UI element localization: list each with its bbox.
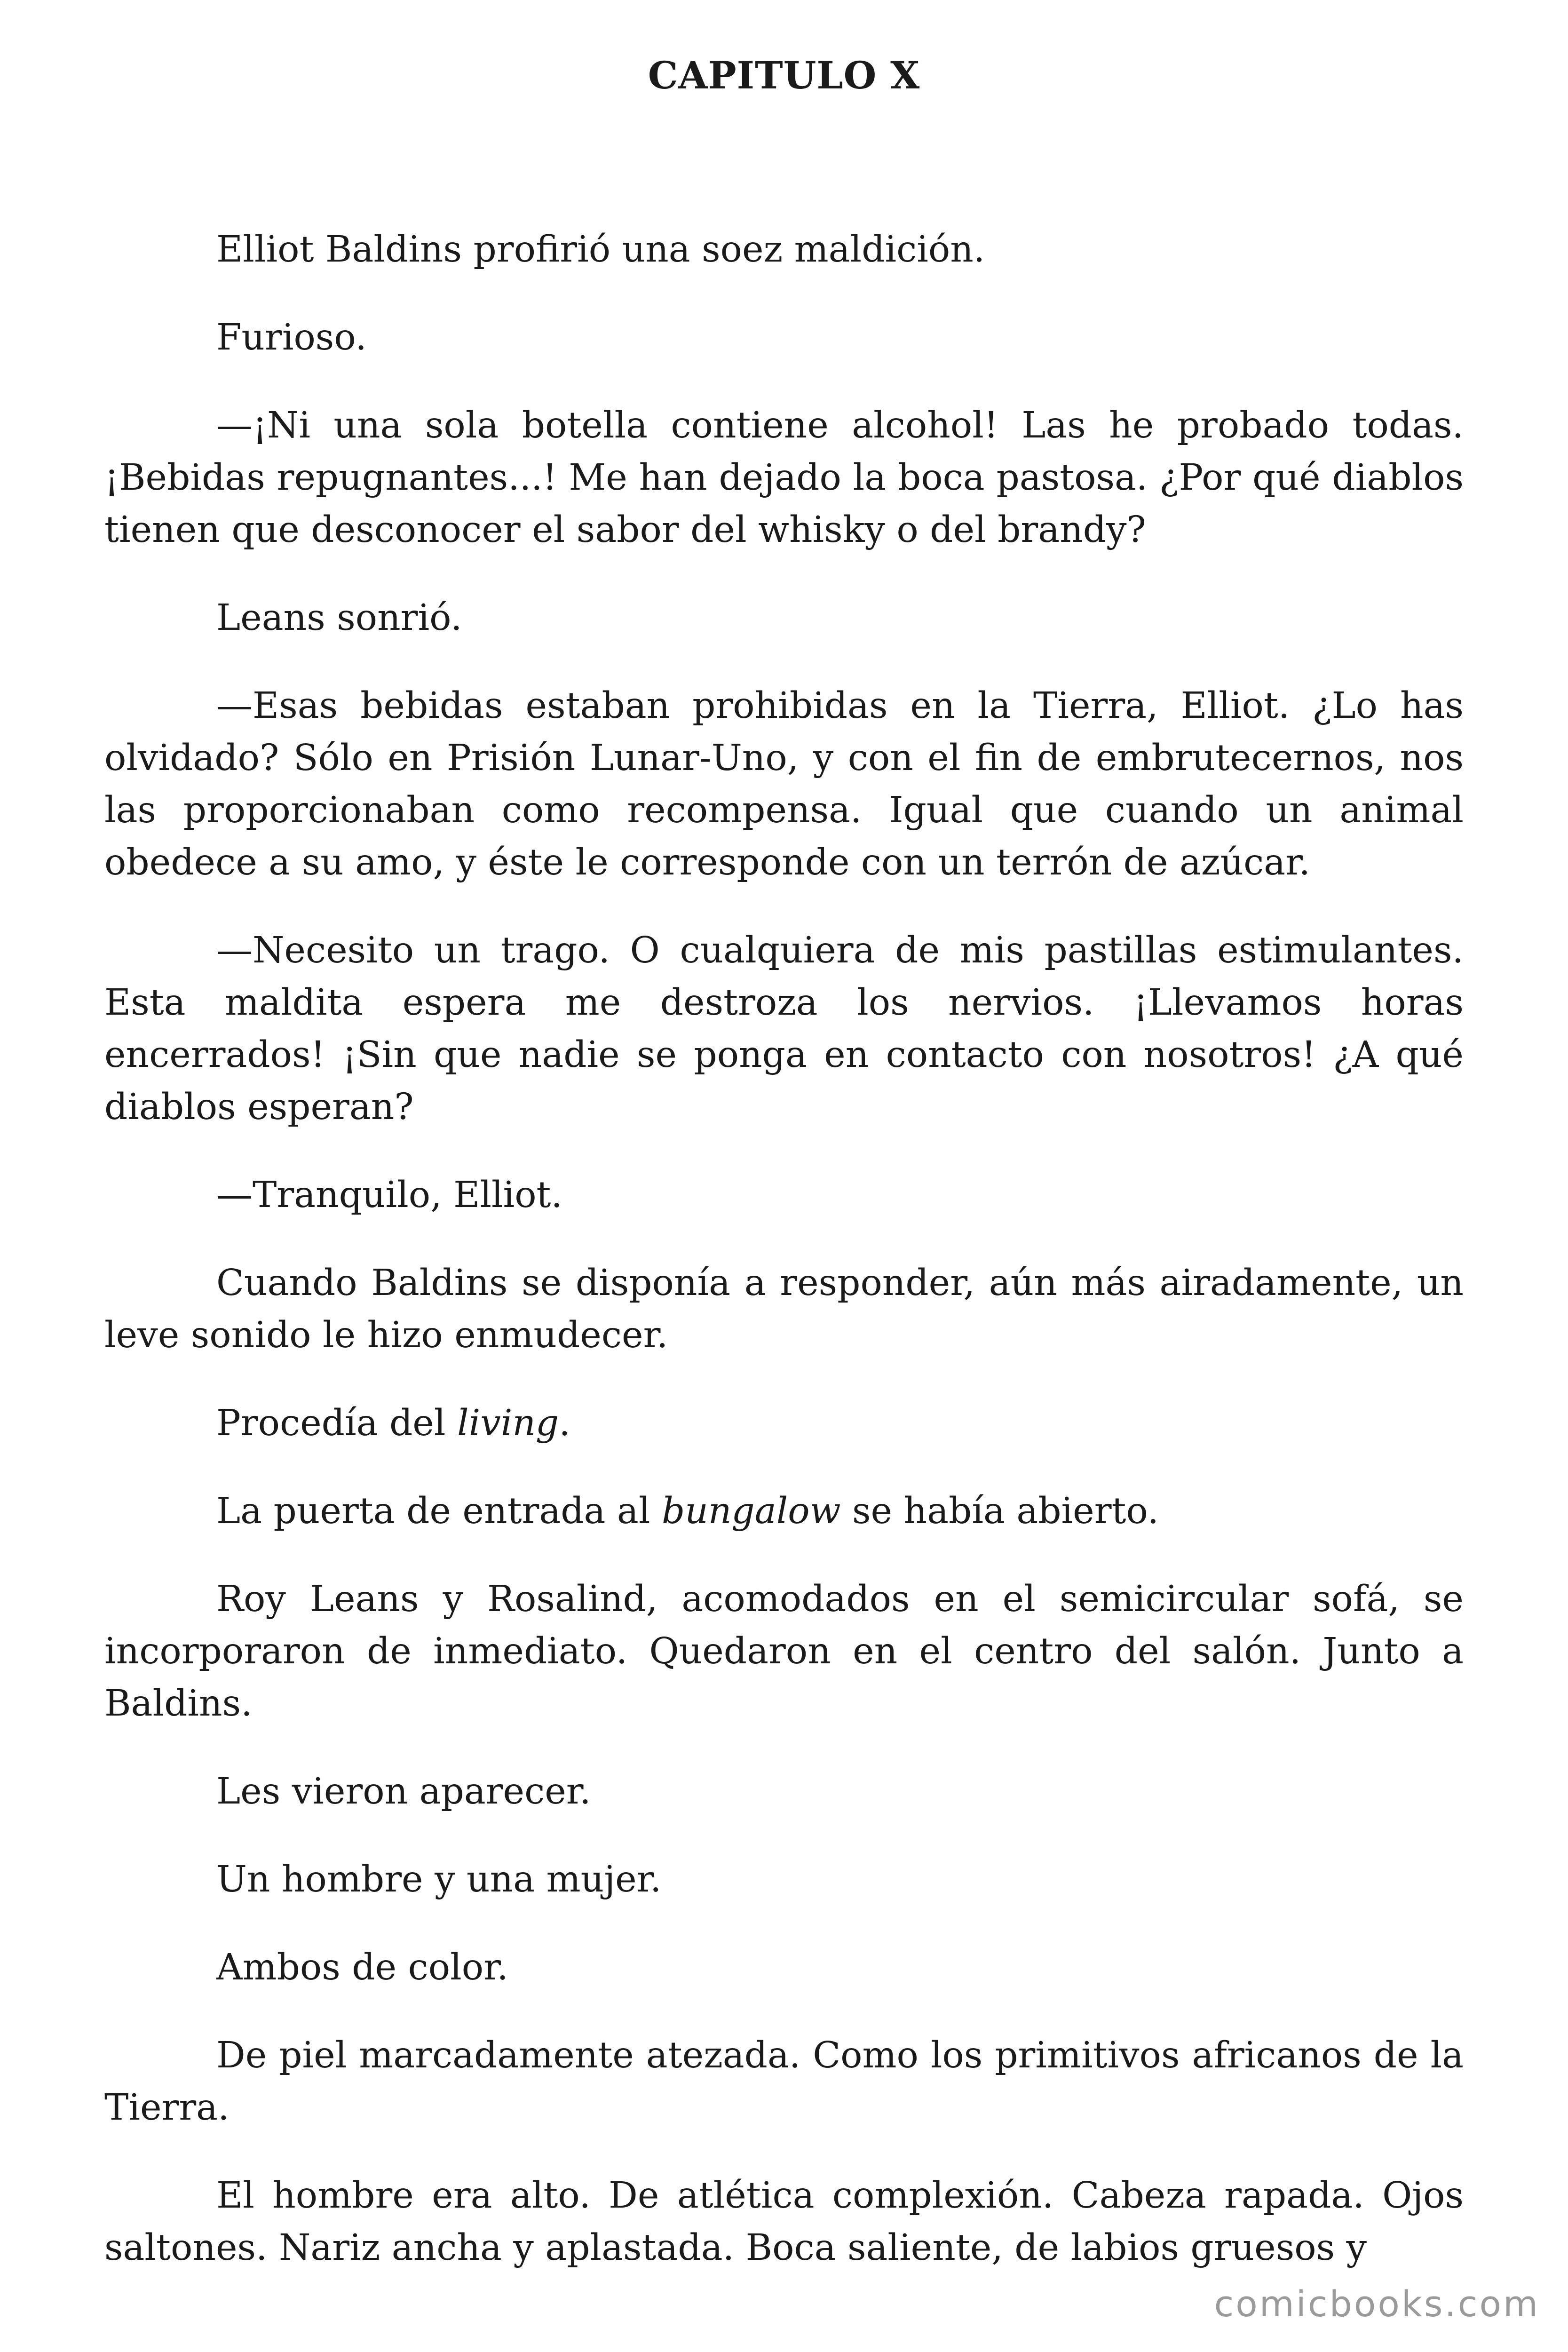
chapter-title: CAPITULO X: [648, 53, 920, 97]
paragraph: Un hombre y una mujer.: [216, 1859, 662, 1900]
paragraph: —Necesito un trago. O cualquiera de mis pastillas estimulantes. Esta maldita espera me destroza los nervios. ¡Llevamos horas encerrados! ¡Sin que nadie se ponga en contacto con nosotros! ¿A qué diablos esperan?: [104, 930, 1464, 1128]
paragraph: —¡Ni una sola botella contiene alcohol! Las he probado todas. ¡Bebidas repugnantes...! Me han dejado la boca pastosa. ¿Por qué diablos tienen que desconocer el sabor del whisky o del brandy?: [104, 405, 1464, 551]
paragraph: Leans sonrió.: [216, 597, 462, 639]
paragraph: Elliot Baldins profirió una soez maldición.: [216, 229, 985, 270]
paragraph: El hombre era alto. De atlética complexión. Cabeza rapada. Ojos saltones. Nariz ancha y aplastada. Boca saliente, de labios gruesos y: [104, 2175, 1464, 2269]
paragraph: Procedía del living.: [216, 1402, 570, 1444]
paragraph: La puerta de entrada al bungalow se había abierto.: [216, 1490, 1159, 1532]
paragraph: Cuando Baldins se disponía a responder, aún más airadamente, un leve sonido le hizo enmudecer.: [104, 1262, 1464, 1356]
italic-word: bungalow: [661, 1490, 841, 1532]
paragraph: Roy Leans y Rosalind, acomodados en el semicircular sofá, se incorporaron de inmediato. Quedaron en el centro del salón. Junto a Baldins.: [104, 1578, 1464, 1724]
paragraph: —Esas bebidas estaban prohibidas en la Tierra, Elliot. ¿Lo has olvidado? Sólo en Prisión Lunar-Uno, y con el fin de embrutecernos, nos las proporcionaban como recompensa. Igual que cuando un animal obedece a su amo, y éste le corresponde con un terrón de azúcar.: [104, 685, 1464, 883]
watermark: comicbooks.com: [1214, 2283, 1540, 2325]
paragraph: Ambos de color.: [216, 1947, 508, 1988]
paragraph: Furioso.: [216, 317, 367, 358]
book-page: [104, 49, 1464, 2310]
paragraph: Les vieron aparecer.: [216, 1771, 591, 1812]
italic-word: living: [457, 1402, 559, 1444]
paragraph: —Tranquilo, Elliot.: [216, 1174, 562, 1216]
paragraph: De piel marcadamente atezada. Como los primitivos africanos de la Tierra.: [104, 2034, 1464, 2129]
